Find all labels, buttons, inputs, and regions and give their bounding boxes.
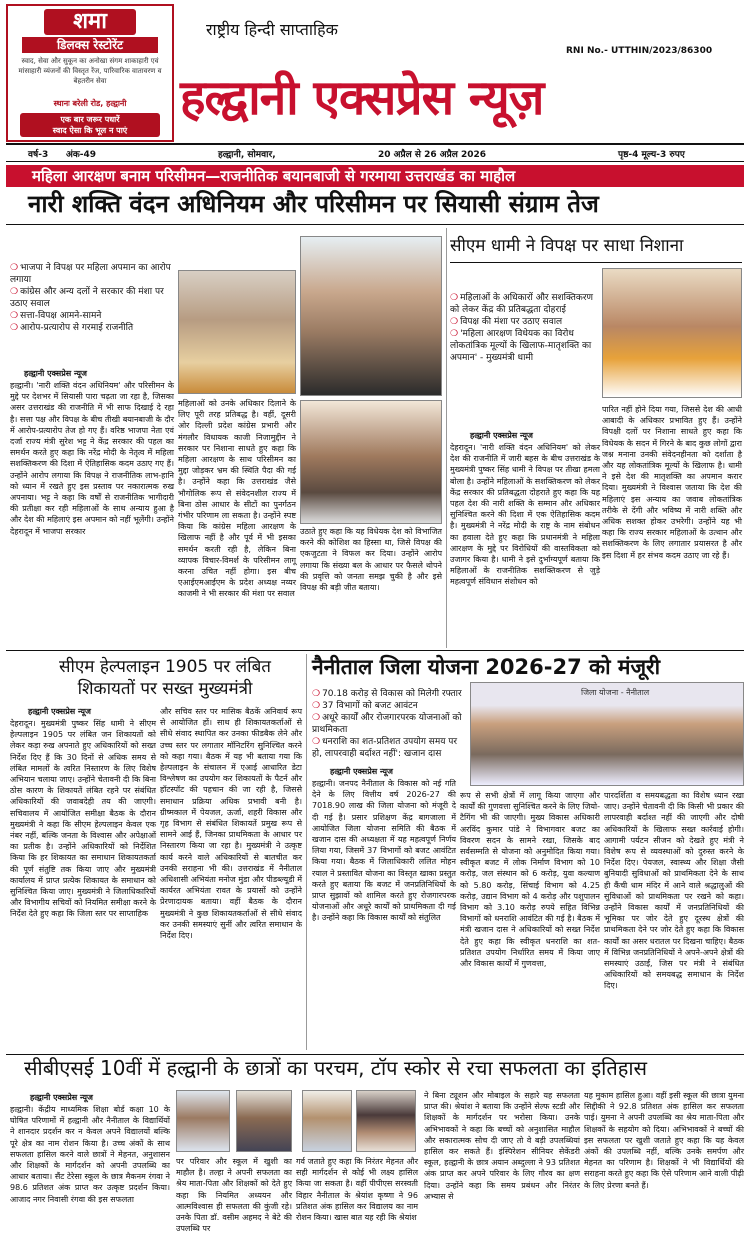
- story5-byline: हल्द्वानी एक्सप्रेस न्यूज: [30, 1093, 93, 1102]
- bullet: ❍ धनराशि का शत-प्रतिशत उपयोग समय पर हो, लापरवाही बर्दाश्त नहीं': खजान दास: [312, 737, 458, 759]
- story4-byline: हल्द्वानी एक्सप्रेस न्यूज: [330, 767, 393, 776]
- bullet: ❍ विपक्ष की मंशा पर उठाए सवाल: [450, 317, 563, 327]
- section-rule-3: [6, 1054, 744, 1055]
- story1-col3: उठाते हुए कहा कि यह विधेयक देश को विभाजित करने की कोशिश का हिस्सा था, जिसे विपक्ष की एकजुटता ने विफल कर दिया। उन्होंने आरोप लगाया कि संख्या बल के आधार पर फैसले थोपने की प्रवृत्ति को जनता समझ चुकी है और इसे विपक्ष की बड़ी जीत बताया।: [300, 527, 442, 593]
- story4-bullets: [312, 688, 464, 760]
- story4-headline: नैनीताल जिला योजना 2026-27 को मंजूरी: [312, 655, 661, 679]
- story5-col2: पर परिवार और स्कूल में खुशी का माहौल है। तल्हा ने अपनी सफलता का श्रेय माता-पिता और शिक्षकों को देते हुए कहा कि नियमित अध्ययन और आत्मविश्वास ही सफलता की कुंजी रहे। उनके पिता डॉ. वसीम अहमद ने बेटे की उपलब्धि पर: [176, 1157, 292, 1234]
- bullet: ❍ अधूरे कार्यों और रोजगारपरक योजनाओं को प्राथमिकता: [312, 713, 462, 735]
- year: वर्ष-3: [28, 150, 49, 160]
- story5-col3: गर्व जताते हुए कहा कि निरंतर मेहनत और सही मार्गदर्शन से कोई भी लक्ष्य हासिल किया जा सकता है। वहीं पीपीएस सरस्वती विहार नैनीताल के श्रेयांश कृष्णा ने 96 प्रतिशत अंक हासिल कर विद्यालय का नाम रोशन किया। खास बात यह रही कि श्रेयांश: [296, 1157, 418, 1223]
- place-day: हल्द्वानी, सोमवार,: [218, 150, 276, 160]
- story5-headline: सीबीएसई 10वीं में हल्द्वानी के छात्रों का परचम, टॉप स्कोर से रचा सफलता का इतिहास: [24, 1056, 648, 1080]
- section-rule-2: [6, 650, 744, 651]
- photo-kazi-nizamuddin: [300, 236, 442, 396]
- date-range: 20 अप्रैल से 26 अप्रैल 2026: [378, 150, 487, 160]
- story1-col1: हल्द्वानी। 'नारी शक्ति वंदन अधिनियम' और परिसीमन के मुद्दे पर देशभर में सियासी पारा चढ़ता जा रहा है, जिसका असर उत्तराखंड की राजनीति में भी साफ दिखाई दे रहा है। सत्ता पक्ष और विपक्ष के बीच तीखी बयानबाजी के दौर में आरोप-प्रत्यारोप तेज हो गए हैं। वरिष्ठ भाजपा नेता एवं दर्जा राज्य मंत्री सुरेश भट्ट ने केंद्र सरकार की पहल का समर्थन करते हुए कहा कि नरेंद्र मोदी के नेतृत्व में महिला सशक्तिकरण की दिशा में ऐतिहासिक कदम उठाए गए हैं। उन्होंने आरोप लगाया कि विपक्ष ने राजनीतिक लाभ-हानि को ध्यान में रखते हुए इस प्रस्ताव पर नकारात्मक रुख अपनाया। भट्ट ने कहा कि वर्षों से राजनीतिक भागीदारी की प्रतीक्षा कर रही महिलाओं के साथ अन्याय हुआ है और देश की महिलाएं इस अपमान को नहीं भूलेंगी। उन्होंने देहरादून में भाजपा सरकार: [10, 381, 174, 536]
- story2-headline: सीएम धामी ने विपक्ष पर साधा निशाना: [450, 236, 684, 256]
- ad-footer-2: स्वाद ऐसा कि भूल न पाएं: [52, 126, 128, 135]
- story3-col1: देहरादून। मुख्यमंत्री पुष्कर सिंह धामी ने सीएम हेल्पलाइन 1905 पर लंबित जन शिकायतों को लेकर कड़ा रुख अपनाते हुए अधिकारियों को सख्त निर्देश दिए हैं कि 30 दिनों से अधिक समय से लंबित मामलों के त्वरित निस्तारण के लिए विशेष अभियान चलाया जाए। उन्होंने चेतावनी दी कि बिना ठोस कारण के शिकायतें लंबित रहने पर संबंधित अधिकारियों की जवाबदेही तय की जाएगी। सचिवालय में आयोजित समीक्षा बैठक के दौरान मुख्यमंत्री ने कहा कि सीएम हेल्पलाइन केवल एक नंबर नहीं, बल्कि जनता के विश्वास और अपेक्षाओं का प्रतीक है। उन्होंने अधिकारियों को निर्देशित किया कि हर शिकायत का समाधान शिकायतकर्ता की पूर्ण संतुष्टि तक किया जाए और मुख्यमंत्री कार्यालय में प्राप्त प्रत्येक शिकायत के समाधान को सुनिश्चित किया जाए। मुख्यमंत्री ने जिलाधिकारियों और विभागीय सचिवों को नियमित समीक्षा करने के निर्देश देते हुए कहा कि जिला स्तर पर साप्ताहिक: [10, 719, 156, 919]
- bullet: ❍ 'महिला आरक्षण विधेयक का विरोध लोकतांत्रिक मूल्यों के खिलाफ-मातृशक्ति का अपमान' - मुख्यमंत्री धामी: [450, 329, 592, 363]
- photo-suresh-bhatt: [178, 270, 296, 394]
- photo-student-2: [236, 1090, 292, 1152]
- paper-title: हल्द्वानी एक्सप्रेस न्यूज़: [180, 70, 544, 126]
- photo-cm-dhami: [602, 268, 742, 398]
- rni-number: RNI No.- UTTHIN/2023/86300: [566, 46, 713, 56]
- main-headline: नारी शक्ति वंदन अधिनियम और परिसीमन पर सियासी संग्राम तेज: [28, 190, 599, 218]
- bullet: ❍ आरोप-प्रत्यारोप से गरमाई राजनीति: [10, 323, 134, 333]
- ad-address: स्थानः बरेली रोड, हल्द्वानी: [53, 99, 127, 108]
- dateline: [6, 146, 744, 160]
- story5-col4: ने बिना ट्यूशन और मोबाइल के सहारे यह सफलता प्राप्त की। श्रेयांश ने बताया कि उन्होंने सेल्फ स्टडी और शिक्षकों के मार्गदर्शन पर भरोसा किया। उनके अभिभावकों ने कहा कि बच्चों को अनुशासित माहौल और सकारात्मक सोच दी जाए तो वे बड़ी उपलब्धियां हासिल कर सकते हैं। इंस्पिरेशन सीनियर सेकेंडरी स्कूल, हल्द्वानी के छात्र अयान अब्दुल्ला ने 93 प्रतिशत अंक प्राप्त कर अपने परिवार के लिए गौरव का क्षण दिया। उन्होंने कहा कि समय प्रबंधन और निरंतर अभ्यास से: [424, 1091, 580, 1201]
- story2-rule: [450, 262, 742, 263]
- story2-byline: हल्द्वानी एक्सप्रेस न्यूज: [470, 431, 533, 440]
- photo-student-3: [302, 1090, 352, 1152]
- story3-byline: हल्द्वानी एक्सप्रेस न्यूज: [28, 707, 91, 716]
- story2-col2: पारित नहीं होने दिया गया, जिससे देश की आधी आबादी के अधिकार प्रभावित हुए हैं। उन्होंने विपक्षी दलों पर निशाना साधते हुए कहा कि विधेयक के सदन में गिरने के बाद कुछ लोगों द्वारा जश्न मनाना उनकी संवेदनहीनता को दर्शाता है और यह लोकतांत्रिक मूल्यों के खिलाफ है। धामी ने इसे देश की मातृशक्ति का अपमान करार दिया। मुख्यमंत्री ने विश्वास जताया कि देश की महिलाएं इस अन्याय का जवाब लोकतांत्रिक तरीके से देंगी और भविष्य में नारी शक्ति और अधिक सशक्त होकर उभरेगी। उन्होंने यह भी कहा कि राज्य सरकार महिलाओं के उत्थान और सशक्तिकरण के लिए लगातार प्रयासरत है और इस दिशा में हर संभव कदम उठाए जा रहे हैं।: [602, 405, 742, 560]
- story5-col1: हल्द्वानी। केंद्रीय माध्यमिक शिक्षा बोर्ड कक्षा 10 के घोषित परिणामों में हल्द्वानी और नैनीताल के विद्यार्थियों ने शानदार प्रदर्शन कर न केवल अपने विद्यालयों बल्कि पूरे क्षेत्र का नाम रोशन किया है। उच्च अंकों के साथ सफलता हासिल करने वाले छात्रों ने मेहनत, अनुशासन और शिक्षकों के मार्गदर्शन को अपनी उपलब्धि का आधार बताया। सैंट टेरेसा स्कूल के छात्र मैकनम रंगवा ने 98.6 प्रतिशत अंक प्राप्त कर उत्कृष्ट प्रदर्शन किया। आजाद नगर निवासी रंगवा की इस सफलता: [10, 1105, 170, 1204]
- banner-text: महिला आरक्षण बनाम परिसीमन—राजनीतिक बयानबाजी से गरमाया उत्तराखंड का माहौल: [32, 167, 516, 185]
- meeting-banner-text: जिला योजना - नैनीताल: [581, 688, 650, 697]
- bullet: ❍ सत्ता-विपक्ष आमने-सामने: [10, 311, 102, 321]
- story1-byline: हल्द्वानी एक्सप्रेस न्यूज: [24, 369, 87, 378]
- issue: अंक-49: [66, 150, 97, 160]
- divider-v1: [446, 228, 447, 648]
- bullet: ❍ भाजपा ने विपक्ष पर महिला अपमान का आरोप लगाया: [10, 263, 171, 285]
- photo-student-1: [176, 1090, 230, 1152]
- story1-col2: महिलाओं को उनके अधिकार दिलाने के लिए पूरी तरह प्रतिबद्ध है। वहीं, दूसरी ओर दिल्ली प्रदेश कांग्रेस प्रभारी और मंगलौर विधायक काजी निजामुद्दीन ने सरकार पर निशाना साधते हुए कहा कि महिला आरक्षण के साथ परिसीमन का मुद्दा जोड़कर भ्रम की स्थिति पैदा की गई है। उन्होंने कहा कि उत्तराखंड जैसे भौगोलिक रूप से संवेदनशील राज्य में बिना ठोस आधार के सीटों का पुनर्गठन गंभीर परिणाम ला सकता है। उन्होंने स्पष्ट किया कि कांग्रेस महिला आरक्षण के खिलाफ नहीं है और पूर्व में भी इसका समर्थन करती रही है, लेकिन बिना व्यापक विचार-विमर्श के परिसीमन लागू करना उचित नहीं होगा। इस बीच एआईएमआईएम के प्रदेश अध्यक्ष नय्यर काजमी ने भी सरकार की मंशा पर सवाल: [178, 399, 296, 599]
- story1-bullets: [10, 262, 174, 334]
- story3-headline: सीएम हेल्पलाइन 1905 पर लंबित शिकायतों पर सख्त मुख्यमंत्री: [59, 657, 271, 699]
- story4-col3: पारदर्शिता व समयबद्धता का विशेष ध्यान रखा जाए। उन्होंने चेतावनी दी कि किसी भी प्रकार की लापरवाही बर्दाश्त नहीं की जाएगी और दोषी अधिकारियों के खिलाफ सख्त कार्रवाई होगी। आगामी पर्यटन सीजन को देखते हुए मंत्री ने विशेष रूप से व्यवस्थाओं को दुरुस्त करने के निर्देश दिए। पेयजल, स्वास्थ्य और शिक्षा जैसी बुनियादी सुविधाओं को प्राथमिकता देने के साथ ही कैंची धाम मंदिर में आने वाले श्रद्धालुओं की सुविधाओं को प्राथमिकता पर रखने को कहा। उन्होंने विकास कार्यों में जनप्रतिनिधियों की भूमिका पर जोर देते हुए दूरस्थ क्षेत्रों की प्राथमिकता देने पर जोर देते हुए कहा कि विकास कार्यों का असर धरातल पर दिखना चाहिए। बैठक में विभिन्न जनप्रतिनिधियों ने अपने-अपने क्षेत्रों की समस्याएं उठाईं, जिस पर मंत्री ने संबंधित अधिकारियों को समयबद्ध समाधान के निर्देश दिए।: [604, 791, 744, 991]
- ad-brand: शमा: [44, 9, 136, 35]
- story5-col5: यह मुकाम हासिल हुआ। वहीं इसी स्कूल की छात्रा युमना सिद्दीकी ने 92.8 प्रतिशत अंक हासिल कर सफलता पाई। युमना ने अपनी उपलब्धि का श्रेय माता-पिता और शिक्षकों के सहयोग को दिया। अभिभावकों ने बच्चों की इस सफलता पर खुशी जताते हुए कहा कि यह केवल अंकों की उपलब्धि नहीं, बल्कि उनके समर्पण और मेहनत का परिणाम है। शिक्षकों ने भी विद्यार्थियों की सराहना करते हुए कहा कि ऐसे परिणाम आने वाली पीढ़ी के लिए प्रेरणा बनते हैं।: [584, 1091, 744, 1190]
- story4-col2: रूप से सभी क्षेत्रों में लागू किया जाएगा और कार्यों की गुणवत्ता सुनिश्चित करने के लिए जियो-टैगिंग भी की जाएगी। मुख्य विकास अधिकारी अरविंद कुमार पांडे ने विभागवार बजट का विवरण सदन के सामने रखा, जिसके बाद सर्वसम्मति से योजना को अनुमोदित किया गया। स्वीकृत बजट में लोक निर्माण विभाग को 10 करोड़, जल संस्थान को 6 करोड़, युवा कल्याण को 5.80 करोड़, सिंचाई विभाग को 4.25 करोड़, उद्यान विभाग को 4 करोड़ और पशुपालन विभाग को 3.10 करोड़ रुपये सहित विभिन्न विभागों को धनराशि आवंटित की गई है। बैठक में मंत्री खजान दास ने अधिकारियों को सख्त निर्देश देते हुए कहा कि स्वीकृत धनराशि का शत-प्रतिशत उपयोग निर्धारित समय में किया जाए और विकास कार्यों में गुणवत्ता,: [460, 791, 600, 969]
- weekly-label: राष्ट्रीय हिन्दी साप्ताहिक: [206, 20, 338, 39]
- dateline-rule-top: [6, 143, 744, 145]
- story2-bullets: [450, 292, 600, 364]
- photo-nayyar-kazmi: [300, 400, 442, 524]
- story2-col1: देहरादून। 'नारी शक्ति वंदन अधिनियम' को लेकर देश की राजनीति में जारी बहस के बीच उत्तराखंड के मुख्यमंत्री पुष्कर सिंह धामी ने विपक्ष पर तीखा हमला बोला है। उन्होंने महिलाओं के सशक्तिकरण को लेकर केंद्र सरकार की प्रतिबद्धता दोहराते हुए कहा कि यह पहल देश की नारी शक्ति के सम्मान और अधिकार सुनिश्चित करने की दिशा में एक ऐतिहासिक कदम है। मुख्यमंत्री ने नरेंद्र मोदी के राष्ट्र के नाम संबोधन का हवाला देते हुए कहा कि प्रधानमंत्री ने महिला आरक्षण के मुद्दे पर विरोधियों की वास्तविकता को उजागर किया है। धामी ने इसे दुर्भाग्यपूर्ण बताया कि महिलाओं के राजनीतिक सशक्तिकरण से जुड़े महत्वपूर्ण संविधान संशोधन को: [450, 443, 600, 587]
- bullet: ❍ महिलाओं के अधिकारों और सशक्तिकरण को लेकर केंद्र की प्रतिबद्धता दोहराई: [450, 293, 594, 315]
- story3-col2: और सचिव स्तर पर मासिक बैठकें अनिवार्य रूप से आयोजित हों। साथ ही शिकायतकर्ताओं से सीधे संवाद स्थापित कर उनका फीडबैक लेने और उच्च स्तर पर लगातार मॉनिटरिंग सुनिश्चित करने को कहा गया। बैठक में यह भी बताया गया कि हेल्पलाइन के संचालन में एआई आधारित डेटा विश्लेषण का उपयोग कर शिकायतों के पैटर्न और हॉटस्पॉट की पहचान की जा रही है, जिससे समाधान प्रक्रिया अधिक प्रभावी बनी है। ग्रीष्मकाल में पेयजल, ऊर्जा, शहरी विकास और गृह विभाग से संबंधित शिकायतें प्रमुख रूप से सामने आई हैं, जिनका प्राथमिकता के आधार पर निस्तारण किया जा रहा है। मुख्यमंत्री ने उत्कृष्ट कार्य करने वाले अधिकारियों से बातचीत कर उनकी सराहना भी की। उत्तराखंड में नैनीताल अधिशासी अभियंता मनोज मुंडा और पीडब्ल्यूडी में कार्यरत अभियंता रावत के प्रयासों को उन्होंने प्रेरणादायक बताया। वहीं बैठक के दौरान मुख्यमंत्री ने कुछ शिकायतकर्ताओं से सीधे संवाद कर उनकी समस्याएं सुनीं और त्वरित समाधान के निर्देश दिए।: [160, 707, 302, 941]
- bullet: ❍ 70.18 करोड़ से विकास को मिलेगी रफ्तार: [312, 689, 462, 699]
- story4-col1: हल्द्वानी। जनपद नैनीताल के विकास को नई गति देने के लिए वित्तीय वर्ष 2026-27 की 7018.90 लाख की जिला योजना को मंजूरी दे दी गई है। प्रसार प्रशिक्षण केंद्र बागजाला में आयोजित जिला योजना समिति की बैठक में खजान दास की अध्यक्षता में यह महत्वपूर्ण निर्णय लिया गया, जिसमें 37 विभागों को बजट आवंटित किया गया। बैठक में जिलाधिकारी ललित मोहन रयाल ने प्रस्तावित योजना का विस्तृत खाका प्रस्तुत करते हुए बताया कि बजट में जनप्रतिनिधियों के प्राप्त सुझावों को शामिल करते हुए रोजगारपरक योजनाओं और अधूरे कार्यों को प्राथमिकता दी गई है। उन्होंने कहा कि विकास कार्यों को संतुलित: [312, 779, 456, 923]
- dateline-rule-bottom: [6, 161, 744, 162]
- photo-meeting: [470, 682, 744, 786]
- ad-sub: डिलक्स रेस्टोरेंट: [22, 37, 158, 53]
- photo-student-4: [356, 1090, 416, 1152]
- restaurant-ad: [6, 4, 174, 142]
- ad-footer-1: एक बार जरूर पधारें: [60, 115, 120, 124]
- ad-tagline: स्वाद, सेवा और सुकून का अनोखा संगम शाकाहारी एवं मांसाहारी व्यंजनों की विस्तृत रेंज, पारिवारिक वातावरण व बेहतरीन सेवा: [18, 57, 162, 85]
- divider-v2: [306, 654, 307, 1050]
- top-banner: [6, 165, 744, 187]
- bullet: ❍ कांग्रेस और अन्य दलों ने सरकार की मंशा पर उठाए सवाल: [10, 287, 164, 309]
- main-rule: [6, 224, 744, 225]
- pages-price: पृष्ठ-4 मूल्य-3 रुपए: [618, 150, 685, 160]
- bullet: ❍ 37 विभागों को बजट आवंटन: [312, 701, 418, 711]
